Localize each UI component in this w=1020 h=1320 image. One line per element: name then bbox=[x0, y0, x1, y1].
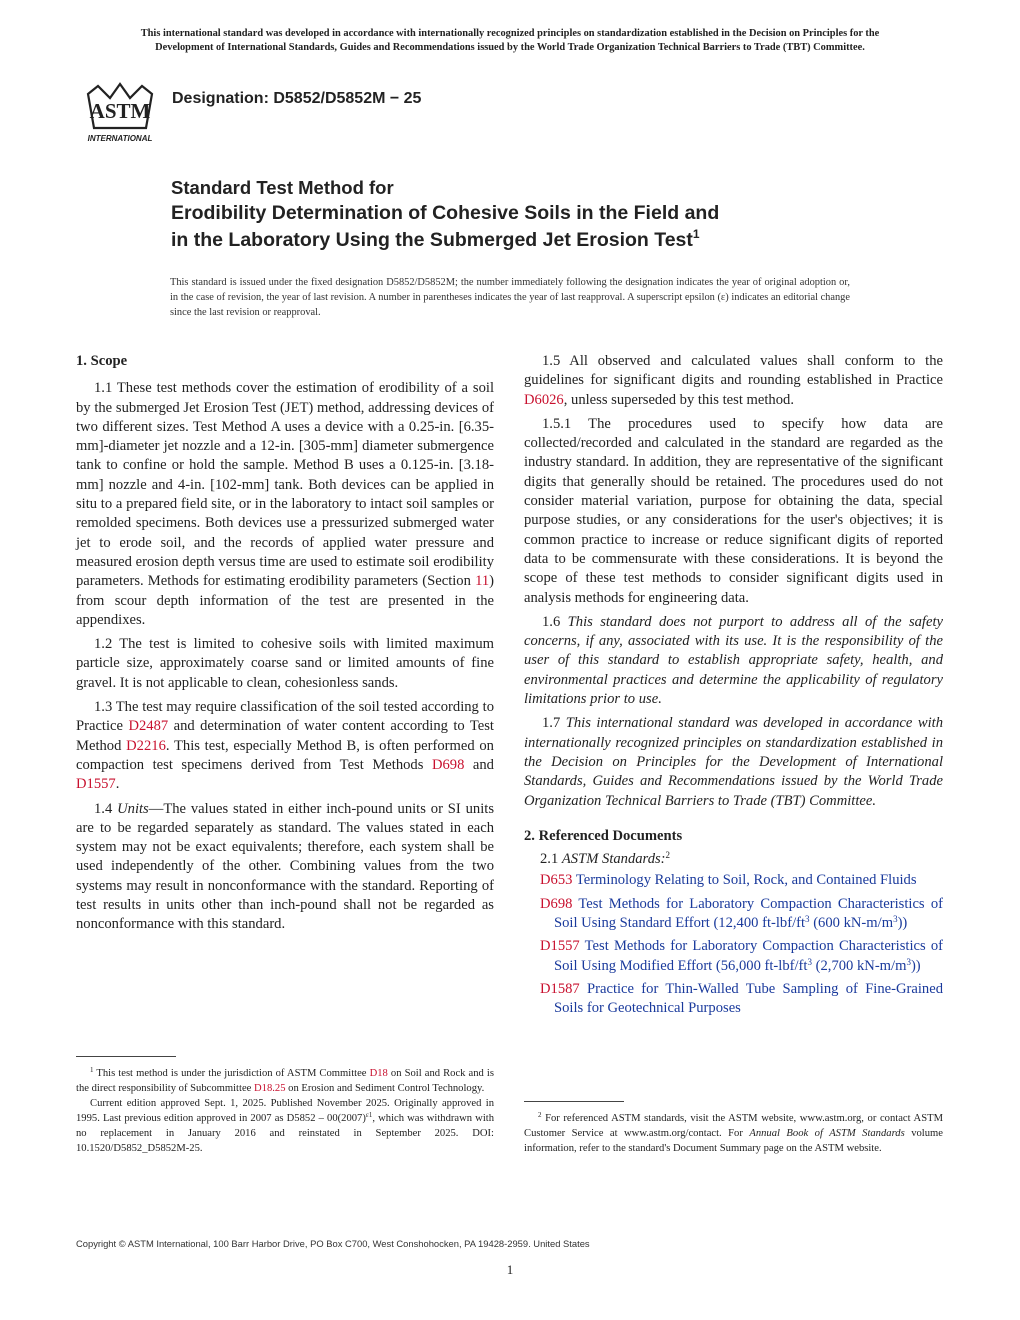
p1-5-b: , unless superseded by this test method. bbox=[563, 391, 794, 408]
ref-d653[interactable] bbox=[540, 871, 943, 890]
section-11-link[interactable]: 11 bbox=[475, 573, 490, 590]
paragraph-1-4 bbox=[76, 800, 494, 935]
footnote-1-p1 bbox=[76, 1066, 494, 1096]
right-column bbox=[524, 352, 943, 1023]
footnote-1-mark: 1 bbox=[90, 1066, 94, 1074]
ref-sup2: 3 bbox=[893, 914, 898, 925]
ref-title[interactable] bbox=[554, 896, 943, 931]
footnote-2 bbox=[524, 1111, 943, 1156]
ref-title-c: )) bbox=[897, 915, 908, 932]
p1-4-text: —The values stated in either inch-pound units or SI units are to be regarded separately as standard. The values stated in each system may not be exact equivalents; therefore, each system shall be used independently of the other. Combining values from the two systems may result in nonconformance with the standard. Reporting of test results in units other than inch-pound shall not be regarded as nonconformance with this standard. bbox=[76, 800, 494, 933]
top-notice-line1: This international standard was developed in accordance with internationally recognized principles on standardization established in the Decision on Principles for the bbox=[140, 28, 880, 39]
logo-subtext: INTERNATIONAL bbox=[87, 134, 153, 143]
p1-4-italic: Units bbox=[117, 800, 149, 817]
designation bbox=[172, 90, 421, 108]
copyright: Copyright © ASTM International, 100 Barr Harbor Drive, PO Box C700, West Conshohocken, PA 19428-2959. United States bbox=[76, 1238, 590, 1249]
fn2-b: volume information, refer to the standard's Document Summary page on the ASTM website. bbox=[524, 1128, 943, 1154]
ref-d1557[interactable] bbox=[540, 937, 943, 976]
issue-note: This standard is issued under the fixed designation D5852/D5852M; the number immediately following the designation indicates the year of original adoption or, in the case of revision, the year of last revision. A number in parentheses indicates the year of last reapproval. A superscript epsilon (ε) indicates an editorial change since the last revision or reapproval. bbox=[170, 277, 850, 318]
p1-3-b: and determination of water content according to Test Method bbox=[76, 718, 494, 754]
ref-title-a: Test Methods for Laboratory Compaction Characteristics of Soil Using Modified Effort (56,000 ft-lbf/ft bbox=[554, 938, 943, 974]
title-line2: Erodibility Determination of Cohesive Soils in the Field and bbox=[171, 202, 720, 224]
p1-4-num: 1.4 bbox=[94, 800, 118, 817]
d18-link[interactable]: D18 bbox=[369, 1068, 388, 1079]
ref-title-b: (2,700 kN-m/m bbox=[811, 957, 907, 974]
sub-num: 2.1 bbox=[540, 851, 562, 868]
p1-3-a: 1.3 The test may require classification of the soil tested according to Practice bbox=[76, 699, 494, 735]
ref-code[interactable]: D1587 bbox=[540, 980, 580, 997]
paragraph-1-5-1: 1.5.1 The procedures used to specify how data are collected/recorded and calculated in the standard are regarded as the industry standard. In addition, they are representative of the significant digits that generally should be retained. The procedures used do not consider material variation, purpose for obtaining the data, special purpose studies, or any considerations for the user's objectives; it is common practice to increase or reduce significant digits of reported data to be commensurate with these considerations. It is beyond the scope of these test methods to consider significant digits used in analysis methods for engineering data. bbox=[524, 415, 943, 606]
ref-code[interactable]: D653 bbox=[540, 872, 573, 889]
top-notice bbox=[60, 27, 960, 55]
p1-5-a: 1.5 All observed and calculated values shall conform to the guidelines for significant digits and rounding established in Practice bbox=[524, 353, 943, 389]
title-footnote-mark: 1 bbox=[692, 227, 700, 241]
ref-sup1: 3 bbox=[807, 956, 812, 967]
ref-title[interactable]: Terminology Relating to Soil, Rock, and Contained Fluids bbox=[572, 872, 917, 889]
ref-sup1: 3 bbox=[805, 914, 810, 925]
top-notice-line2: Development of International Standards, Guides and Recommendations issued by the World Trade Organization Technical Barriers to Trade (TBT) Committee. bbox=[155, 42, 865, 53]
fn1-b: on Soil and Rock and is the direct responsibility of Subcommittee bbox=[76, 1068, 494, 1094]
paragraph-1-3 bbox=[76, 698, 494, 794]
d6026-link[interactable]: D6026 bbox=[524, 391, 564, 408]
paragraph-1-1 bbox=[76, 379, 494, 630]
fn2-italic: Annual Book of ASTM Standards bbox=[749, 1128, 905, 1139]
section-2-heading: 2. Referenced Documents bbox=[524, 827, 683, 844]
ref-sup2: 3 bbox=[906, 956, 911, 967]
d2487-link[interactable]: D2487 bbox=[128, 718, 169, 735]
fn1-p2-sup: ε1 bbox=[365, 1111, 373, 1119]
page-number: 1 bbox=[506, 1262, 514, 1277]
document-title bbox=[171, 176, 871, 254]
designation-number: D5852/D5852M − 25 bbox=[273, 90, 422, 107]
p1-7-num: 1.7 bbox=[542, 715, 566, 732]
ref-title[interactable] bbox=[554, 938, 943, 973]
ref-d698[interactable] bbox=[540, 895, 943, 934]
footnote-rule-left bbox=[76, 1056, 176, 1057]
paragraph-1-2: 1.2 The test is limited to cohesive soils with limited maximum particle size, approximately coarse sand or limited amounts of fine gravel. It is not applicable to clean, cohesionless sands. bbox=[76, 636, 494, 691]
ref-d1587[interactable] bbox=[540, 980, 943, 1019]
section-1-heading: 1. Scope bbox=[76, 353, 128, 369]
ref-title-a: Test Methods for Laboratory Compaction Characteristics of Soil Using Standard Effort (12,400 ft-lbf/ft bbox=[554, 895, 943, 932]
ref-code[interactable]: D698 bbox=[540, 895, 573, 912]
title-line3-wrap bbox=[171, 227, 871, 254]
d2216-link[interactable]: D2216 bbox=[126, 737, 166, 754]
fn1-c: on Erosion and Sediment Control Technology. bbox=[285, 1083, 485, 1094]
astm-standards-heading bbox=[540, 850, 943, 869]
p1-3-c: . This test, especially Method B, is often performed on compaction test specimens derived from Test Methods bbox=[76, 737, 494, 773]
d18-25-link[interactable]: D18.25 bbox=[254, 1083, 286, 1094]
fn1-p2-a: Current edition approved Sept. 1, 2025. Published November 2025. Originally approved in 1995. Last previous edition approved in 2007 as D5852 – 00(2007) bbox=[76, 1098, 494, 1124]
d698-link[interactable]: D698 bbox=[431, 756, 465, 773]
footnote-2-p1 bbox=[524, 1111, 943, 1156]
paragraph-1-7 bbox=[524, 714, 943, 810]
title-line1: Standard Test Method for bbox=[171, 177, 394, 198]
p1-1-end: ) from scour depth information of the test are presented in the appendixes. bbox=[76, 573, 494, 628]
left-column bbox=[76, 352, 494, 935]
logo-text: ASTM bbox=[89, 99, 151, 123]
sub-italic: ASTM Standards: bbox=[561, 851, 666, 868]
ref-title-b: (600 kN-m/m bbox=[809, 915, 894, 932]
p1-3-e: . bbox=[115, 776, 120, 793]
paragraph-1-5 bbox=[524, 352, 943, 410]
ref-code[interactable]: D1557 bbox=[540, 938, 580, 955]
footnote-rule-right bbox=[524, 1101, 624, 1102]
p1-6-text: This standard does not purport to address all of the safety concerns, if any, associated with its use. It is the responsibility of the user of this standard to establish appropriate safety, health, and environmental practices and determine the applicability of regulatory limitations prior to use. bbox=[524, 613, 943, 708]
fn1-p2-b: , which was withdrawn with no replacement in January 2016 and reinstated in September 2025. DOI: 10.1520/D5852_D5852M-25. bbox=[76, 1113, 495, 1154]
paragraph-1-6 bbox=[524, 613, 943, 709]
fn2-a: For referenced ASTM standards, visit the ASTM website, www.astm.org, or contact ASTM Customer Service at www.astm.org/contact. For bbox=[524, 1113, 943, 1139]
footnote-1 bbox=[76, 1066, 494, 1156]
sub-sup: 2 bbox=[665, 850, 671, 861]
title-line3: in the Laboratory Using the Submerged Jet Erosion Test bbox=[171, 229, 693, 251]
p1-6-num: 1.6 bbox=[542, 613, 568, 630]
footnote-2-mark: 2 bbox=[538, 1111, 542, 1119]
astm-logo bbox=[74, 78, 164, 148]
p1-3-d: and bbox=[464, 756, 494, 773]
ref-title-c: )) bbox=[910, 957, 921, 974]
d1557-link[interactable]: D1557 bbox=[76, 776, 116, 793]
ref-title[interactable]: Practice for Thin-Walled Tube Sampling of Fine-Grained Soils for Geotechnical Purposes bbox=[554, 980, 943, 1017]
fn1-a: This test method is under the jurisdiction of ASTM Committee bbox=[93, 1068, 370, 1079]
designation-label: Designation: bbox=[172, 90, 269, 107]
p1-7-text: This international standard was developed in accordance with internationally recognized principles on standardization established in the Decision on Principles for the Development of International Standards, Guides and Recommendations issued by the World Trade Organization Technical Barriers to Trade (TBT) Committee. bbox=[524, 715, 944, 809]
p1-1-text: 1.1 These test methods cover the estimation of erodibility of a soil by the submerged Jet Erosion Test (JET) method, addressing devices of two different sizes. Test Method A uses a device with a 0.25-in. [6.35-mm]-diameter jet nozzle and a 12-in. [305-mm] diameter submergence tank to confine or hold the sample. Method B uses a 0.125-in. [3.18-mm] nozzle and 4-in. [102-mm] tank. Both devices can be applied in situ to a prepared field site, or in the laboratory to intact soil samples or remolded specimens. Both devices use a pressurized submerged water jet to erode soil, and the records of applied water pressure and measured erosion depth versus time are used to estimate soil erodibility parameters. Methods for estimating erodibility parameters (Section bbox=[76, 380, 494, 590]
footnote-1-p2 bbox=[76, 1096, 494, 1156]
